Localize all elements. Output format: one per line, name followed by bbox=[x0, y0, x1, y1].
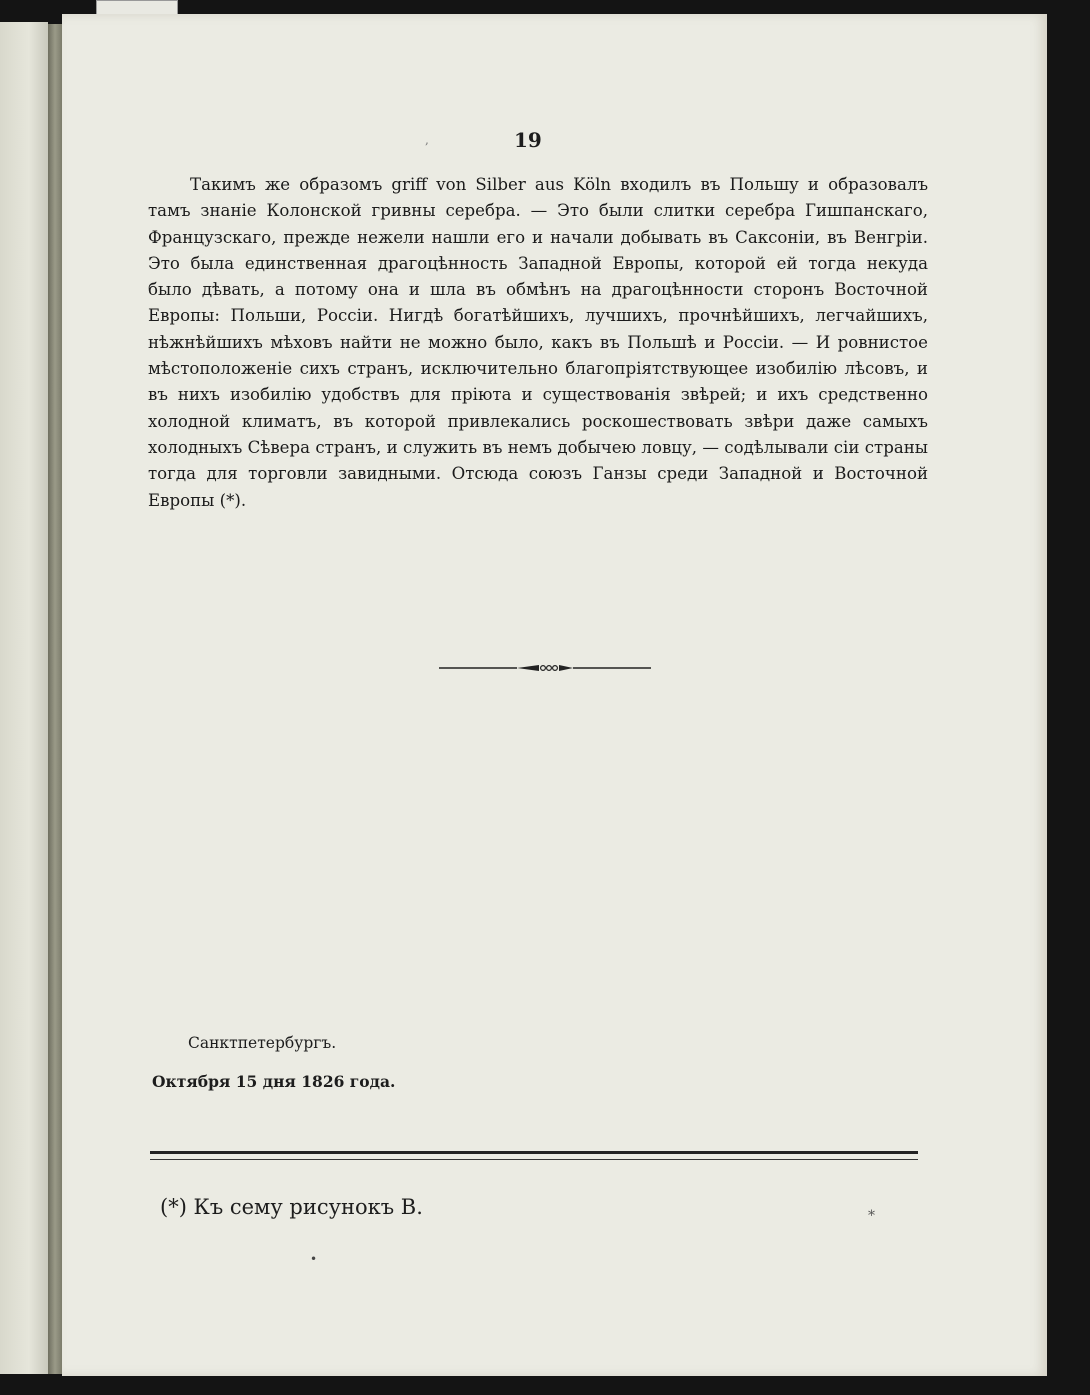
footnote: (*) Къ сему рисунокъ В. bbox=[160, 1195, 423, 1219]
body-paragraph: Такимъ же образомъ griff von Silber aus Köln входилъ въ Польшу и образовалъ тамъ знаніе Колонской гривны серебра. — Это были слитки серебра Гишпанскаго, Французскаго, прежде нежели нашли его и начали добывать въ Саксоніи, въ Венгріи. Это была единственная драгоцѣнность Западной Европы, которой ей тогда некуда было дѣвать, а потому она и шла въ обмѣнъ на драгоцѣнности сторонъ Восточной Европы: Польши, Россіи. Нигдѣ богатѣйшихъ, лучшихъ, прочнѣйшихъ, легчайшихъ, нѣжнѣйшихъ мѣховъ найти не можно было, какъ въ Польшѣ и Россіи. — И ровнистое мѣстоположеніе сихъ странъ, исключительно благопріятствующее изобилію лѣсовъ, и въ нихъ изобилію удобствъ для пріюта и существованія звѣрей; и ихъ средственно холодной климатъ, въ которой привлекались роскошествовать звѣри даже самыхъ холодныхъ Сѣвера странъ, и служить въ немъ добычею ловцу, — содѣлывали сіи страны тогда для торговли завидными. Отсюда союзъ Ганзы среди Западной и Восточной Европы (*). bbox=[148, 175, 928, 510]
signature-date: Октября 15 дня 1826 года. bbox=[152, 1072, 396, 1091]
previous-page-edge bbox=[0, 22, 48, 1374]
ornament-divider-icon bbox=[439, 660, 651, 676]
signature-city: Санктпетербургъ. bbox=[188, 1034, 337, 1052]
stray-dot: • bbox=[310, 1252, 318, 1266]
page-number: 19 bbox=[514, 128, 542, 152]
stray-asterisk: * bbox=[868, 1208, 875, 1224]
book-gutter bbox=[48, 24, 62, 1374]
footnote-rule-thick bbox=[150, 1151, 918, 1154]
stray-mark: , bbox=[425, 133, 429, 147]
footnote-rule-thin bbox=[150, 1159, 918, 1160]
